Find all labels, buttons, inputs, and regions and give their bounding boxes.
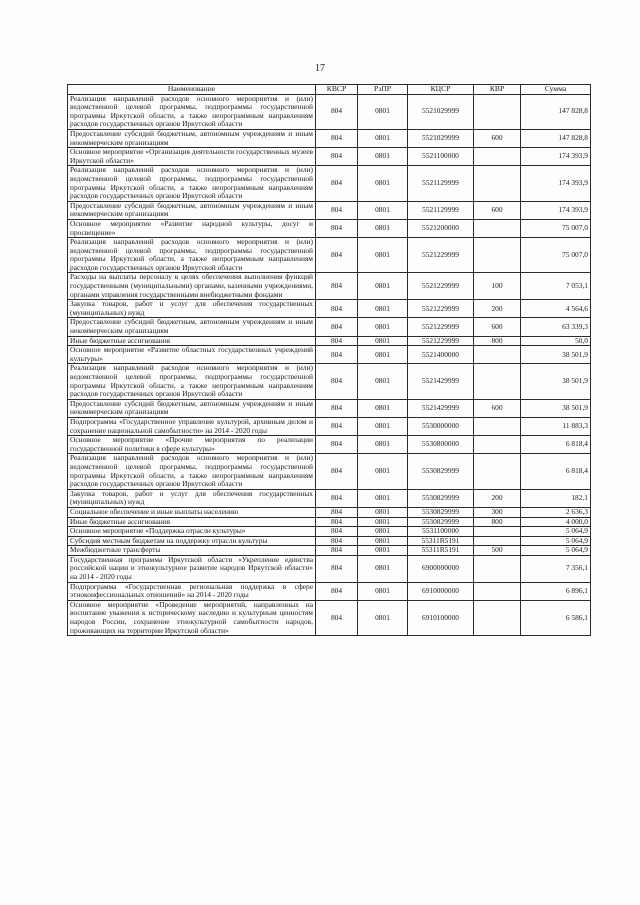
cell-rzpr: 0801 xyxy=(358,436,408,454)
cell-rzpr: 0801 xyxy=(358,318,408,336)
cell-sum: 63 339,3 xyxy=(521,318,591,336)
table-row xyxy=(68,238,591,273)
cell-kvsr: 804 xyxy=(316,300,358,318)
cell-kvr xyxy=(474,238,521,273)
cell-rzpr: 0801 xyxy=(358,600,408,635)
cell-kvsr: 804 xyxy=(316,166,358,201)
cell-sum: 5 064,9 xyxy=(521,546,591,556)
cell-name: Реализация направлений расходов основного мероприятия и (или) ведомственной целевой программы, подпрограммы государственной программы Иркутской области, а также непрограммным направлениям расходов государственных органов Иркутской области xyxy=(68,94,316,129)
cell-kcsr: 5531100000 xyxy=(408,527,474,537)
cell-kvr xyxy=(474,527,521,537)
cell-name: Иные бюджетные ассигнования xyxy=(68,517,316,527)
cell-kvsr: 804 xyxy=(316,600,358,635)
cell-kvsr: 804 xyxy=(316,94,358,129)
cell-kvr xyxy=(474,536,521,546)
cell-kvr xyxy=(474,148,521,166)
cell-kvr: 600 xyxy=(474,129,521,147)
cell-kcsr: 5521229999 xyxy=(408,300,474,318)
budget-table xyxy=(67,84,591,636)
cell-sum: 5 064,9 xyxy=(521,536,591,546)
cell-kvr: 800 xyxy=(474,517,521,527)
cell-kcsr: 5530829999 xyxy=(408,489,474,507)
cell-rzpr: 0801 xyxy=(358,201,408,219)
cell-kcsr: 5521229999 xyxy=(408,336,474,346)
table-row xyxy=(68,318,591,336)
cell-kvr: 800 xyxy=(474,336,521,346)
cell-sum: 75 007,0 xyxy=(521,238,591,273)
header-name: Наименование xyxy=(68,85,316,95)
cell-name: Основное мероприятие «Прочие мероприятия по реализации государственной политики в сфере культуры» xyxy=(68,436,316,454)
cell-rzpr: 0801 xyxy=(358,507,408,517)
page-number: 17 xyxy=(315,63,325,74)
cell-sum: 182,1 xyxy=(521,489,591,507)
cell-sum: 2 636,3 xyxy=(521,507,591,517)
cell-rzpr: 0801 xyxy=(358,527,408,537)
table-row xyxy=(68,517,591,527)
cell-kvsr: 804 xyxy=(316,129,358,147)
cell-kvr xyxy=(474,364,521,399)
cell-kvsr: 804 xyxy=(316,346,358,364)
cell-kvsr: 804 xyxy=(316,536,358,546)
table-row xyxy=(68,94,591,129)
cell-kvsr: 804 xyxy=(316,489,358,507)
cell-rzpr: 0801 xyxy=(358,399,408,417)
cell-kvsr: 804 xyxy=(316,273,358,300)
cell-rzpr: 0801 xyxy=(358,238,408,273)
cell-rzpr: 0801 xyxy=(358,346,408,364)
cell-kvr: 200 xyxy=(474,489,521,507)
table-row xyxy=(68,364,591,399)
cell-kvsr: 804 xyxy=(316,527,358,537)
cell-rzpr: 0801 xyxy=(358,417,408,435)
cell-rzpr: 0801 xyxy=(358,148,408,166)
table-row xyxy=(68,527,591,537)
table-header xyxy=(68,85,591,95)
table-row xyxy=(68,536,591,546)
cell-rzpr: 0801 xyxy=(358,489,408,507)
cell-kvr xyxy=(474,582,521,600)
cell-name: Предоставление субсидий бюджетным, автономным учреждениям и иным некоммерческим организациям xyxy=(68,201,316,219)
cell-kvr xyxy=(474,346,521,364)
cell-kvsr: 804 xyxy=(316,336,358,346)
cell-kvr xyxy=(474,219,521,237)
cell-kvr: 600 xyxy=(474,318,521,336)
cell-kvsr: 804 xyxy=(316,318,358,336)
cell-kvr: 300 xyxy=(474,507,521,517)
cell-rzpr: 0801 xyxy=(358,94,408,129)
table-row xyxy=(68,489,591,507)
table-row xyxy=(68,129,591,147)
cell-kvr: 100 xyxy=(474,273,521,300)
cell-name: Закупка товаров, работ и услуг для обеспечения государственных (муниципальных) нужд xyxy=(68,300,316,318)
cell-kcsr: 5521129999 xyxy=(408,166,474,201)
cell-kcsr: 55311R5191 xyxy=(408,536,474,546)
cell-kcsr: 5530829999 xyxy=(408,517,474,527)
cell-kcsr: 5530000000 xyxy=(408,417,474,435)
cell-name: Реализация направлений расходов основного мероприятия и (или) ведомственной целевой программы, подпрограммы государственной программы Иркутской области, а также непрограммным направлениям расходов государственных органов Иркутской области xyxy=(68,454,316,489)
cell-rzpr: 0801 xyxy=(358,517,408,527)
cell-rzpr: 0801 xyxy=(358,300,408,318)
table-row xyxy=(68,336,591,346)
cell-sum: 174 393,9 xyxy=(521,166,591,201)
cell-name: Предоставление субсидий бюджетным, автономным учреждениям и иным некоммерческим организациям xyxy=(68,399,316,417)
cell-rzpr: 0801 xyxy=(358,129,408,147)
cell-kcsr: 6910000000 xyxy=(408,582,474,600)
table-row xyxy=(68,300,591,318)
cell-sum: 38 501,9 xyxy=(521,346,591,364)
cell-sum: 11 883,3 xyxy=(521,417,591,435)
cell-kcsr: 6900000000 xyxy=(408,555,474,582)
cell-rzpr: 0801 xyxy=(358,555,408,582)
cell-sum: 4 564,6 xyxy=(521,300,591,318)
cell-kvsr: 804 xyxy=(316,546,358,556)
table-row xyxy=(68,436,591,454)
cell-sum: 4 000,0 xyxy=(521,517,591,527)
cell-sum: 174 393,9 xyxy=(521,201,591,219)
cell-sum: 6 896,1 xyxy=(521,582,591,600)
cell-sum: 6 818,4 xyxy=(521,436,591,454)
table-row xyxy=(68,417,591,435)
cell-name: Межбюджетные трансферты xyxy=(68,546,316,556)
cell-kcsr: 6910100000 xyxy=(408,600,474,635)
header-kvsr: КВСР xyxy=(316,85,358,95)
cell-kvr xyxy=(474,166,521,201)
cell-kcsr: 5530829999 xyxy=(408,507,474,517)
cell-kvr xyxy=(474,94,521,129)
cell-name: Основное мероприятие «Развитие народной культуры, досуг и просвещение» xyxy=(68,219,316,237)
cell-rzpr: 0801 xyxy=(358,536,408,546)
cell-sum: 147 828,8 xyxy=(521,94,591,129)
cell-name: Государственная программа Иркутской области «Укрепление единства российской нации и этнокультурное развитие народов Иркутской области» на 2014 - 2020 годы xyxy=(68,555,316,582)
cell-kvr: 600 xyxy=(474,399,521,417)
cell-name: Закупка товаров, работ и услуг для обеспечения государственных (муниципальных) нужд xyxy=(68,489,316,507)
cell-name: Основное мероприятие «Поддержка отрасли культуры» xyxy=(68,527,316,537)
cell-sum: 5 064,9 xyxy=(521,527,591,537)
table-row xyxy=(68,346,591,364)
cell-kvsr: 804 xyxy=(316,148,358,166)
cell-kcsr: 5521029999 xyxy=(408,129,474,147)
cell-name: Предоставление субсидий бюджетным, автономным учреждениям и иным некоммерческим организациям xyxy=(68,318,316,336)
table-body xyxy=(68,94,591,636)
cell-kvr xyxy=(474,600,521,635)
cell-kcsr: 5521400000 xyxy=(408,346,474,364)
cell-rzpr: 0801 xyxy=(358,219,408,237)
cell-kcsr: 5521229999 xyxy=(408,318,474,336)
cell-kvr xyxy=(474,417,521,435)
cell-name: Расходы на выплаты персоналу в целях обеспечения выполнения функций государственными (муниципальными) органами, казенными учреждениями, органами управления государственными внебюджетными фондами xyxy=(68,273,316,300)
cell-name: Реализация направлений расходов основного мероприятия и (или) ведомственной целевой программы, подпрограммы государственной программы Иркутской области, а также непрограммным направлениям расходов государственных органов Иркутской области xyxy=(68,238,316,273)
cell-kvsr: 804 xyxy=(316,507,358,517)
table-row xyxy=(68,201,591,219)
cell-sum: 6 586,1 xyxy=(521,600,591,635)
cell-kvsr: 804 xyxy=(316,582,358,600)
cell-rzpr: 0801 xyxy=(358,582,408,600)
header-rzpr: РзПР xyxy=(358,85,408,95)
table-row xyxy=(68,219,591,237)
cell-kvsr: 804 xyxy=(316,238,358,273)
table-row xyxy=(68,166,591,201)
cell-kcsr: 5521429999 xyxy=(408,364,474,399)
table-row xyxy=(68,273,591,300)
cell-kvsr: 804 xyxy=(316,555,358,582)
cell-sum: 38 501,9 xyxy=(521,364,591,399)
cell-kcsr: 5521429999 xyxy=(408,399,474,417)
cell-kvr xyxy=(474,454,521,489)
cell-kvsr: 804 xyxy=(316,219,358,237)
cell-rzpr: 0801 xyxy=(358,166,408,201)
cell-kcsr: 55311R5191 xyxy=(408,546,474,556)
cell-rzpr: 0801 xyxy=(358,546,408,556)
cell-kvsr: 804 xyxy=(316,201,358,219)
cell-kcsr: 5521229999 xyxy=(408,273,474,300)
cell-rzpr: 0801 xyxy=(358,273,408,300)
cell-name: Основное мероприятие «Развитие областных государственных учреждений культуры» xyxy=(68,346,316,364)
cell-rzpr: 0801 xyxy=(358,336,408,346)
table-row xyxy=(68,546,591,556)
cell-sum: 174 393,9 xyxy=(521,148,591,166)
cell-name: Реализация направлений расходов основного мероприятия и (или) ведомственной целевой программы, подпрограммы государственной программы Иркутской области, а также непрограммным направлениям расходов государственных органов Иркутской области xyxy=(68,364,316,399)
cell-kcsr: 5530829999 xyxy=(408,454,474,489)
cell-name: Субсидия местным бюджетам на поддержку отрасли культуры xyxy=(68,536,316,546)
table-row xyxy=(68,399,591,417)
cell-kvr xyxy=(474,436,521,454)
cell-kvr: 600 xyxy=(474,201,521,219)
cell-name: Предоставление субсидий бюджетным, автономным учреждениям и иным некоммерческим организациям xyxy=(68,129,316,147)
cell-kvsr: 804 xyxy=(316,364,358,399)
cell-kcsr: 5521229999 xyxy=(408,238,474,273)
cell-name: Социальное обеспечение и иные выплаты населению xyxy=(68,507,316,517)
cell-sum: 75 007,0 xyxy=(521,219,591,237)
header-kvr: КВР xyxy=(474,85,521,95)
table-row xyxy=(68,454,591,489)
cell-name: Подпрограмма «Государственное управление культурой, архивным делом и сохранение национальной самобытности» на 2014 - 2020 годы xyxy=(68,417,316,435)
cell-name: Подпрограмма «Государственная региональная поддержка в сфере этноконфессиональных отношений» на 2014 - 2020 годы xyxy=(68,582,316,600)
table-row xyxy=(68,600,591,635)
cell-sum: 38 501,9 xyxy=(521,399,591,417)
cell-kcsr: 5521100000 xyxy=(408,148,474,166)
cell-kvr: 200 xyxy=(474,300,521,318)
cell-kcsr: 5521129999 xyxy=(408,201,474,219)
table-row xyxy=(68,555,591,582)
header-row xyxy=(68,85,591,95)
table-row xyxy=(68,507,591,517)
cell-kvsr: 804 xyxy=(316,417,358,435)
cell-sum: 7 356,1 xyxy=(521,555,591,582)
table-row xyxy=(68,148,591,166)
cell-sum: 147 828,8 xyxy=(521,129,591,147)
cell-sum: 50,0 xyxy=(521,336,591,346)
cell-name: Основное мероприятие «Организация деятельности государственных музеев Иркутской области» xyxy=(68,148,316,166)
cell-rzpr: 0801 xyxy=(358,454,408,489)
cell-sum: 7 053,1 xyxy=(521,273,591,300)
header-sum: Сумма xyxy=(521,85,591,95)
cell-kcsr: 5521200000 xyxy=(408,219,474,237)
cell-kvsr: 804 xyxy=(316,517,358,527)
cell-kvr: 500 xyxy=(474,546,521,556)
header-kcsr: КЦСР xyxy=(408,85,474,95)
cell-name: Иные бюджетные ассигнования xyxy=(68,336,316,346)
cell-kcsr: 5521029999 xyxy=(408,94,474,129)
cell-kcsr: 5530800000 xyxy=(408,436,474,454)
cell-kvsr: 804 xyxy=(316,454,358,489)
cell-name: Реализация направлений расходов основного мероприятия и (или) ведомственной целевой программы, подпрограммы государственной программы Иркутской области, а также непрограммным направлениям расходов государственных органов Иркутской области xyxy=(68,166,316,201)
cell-rzpr: 0801 xyxy=(358,364,408,399)
table-row xyxy=(68,582,591,600)
cell-kvsr: 804 xyxy=(316,399,358,417)
cell-sum: 6 818,4 xyxy=(521,454,591,489)
cell-kvsr: 804 xyxy=(316,436,358,454)
cell-name: Основное мероприятие «Проведение мероприятий, направленных на воспитание уважения к историческому наследию и культурным ценностям народов России, сохранение этнокультурной самобытности народов, проживающих на территории Иркутской области» xyxy=(68,600,316,635)
cell-kvr xyxy=(474,555,521,582)
